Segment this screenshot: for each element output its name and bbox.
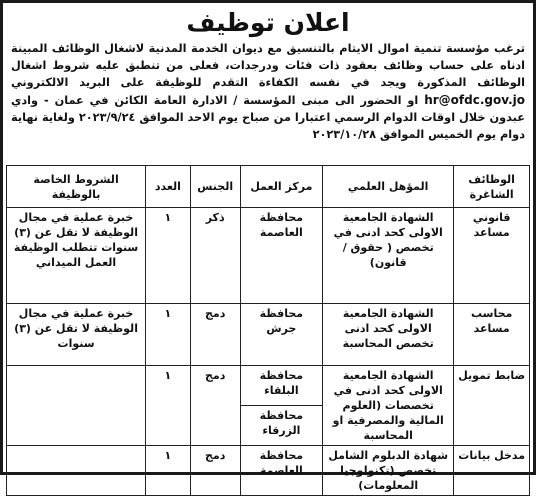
header-count: العدد [146, 166, 191, 208]
cell-count: ١ [146, 446, 191, 496]
cell-count: ١ [146, 366, 191, 446]
cell-qualification: الشهادة الجامعية الاولى كحد ادنى تخصص المحاسبة [323, 304, 454, 366]
cell-job: مدخل بيانات [454, 446, 530, 496]
cell-conditions [7, 366, 146, 446]
cell-conditions [7, 446, 146, 496]
header-gender: الجنس [190, 166, 240, 208]
table-row [7, 446, 530, 496]
header-conditions: الشروط الخاصة بالوظيفة [7, 166, 146, 208]
table-row [7, 208, 530, 304]
cell-location: محافظة جرش [240, 304, 322, 366]
intro-text-1: ترغب مؤسسة تنمية اموال الايتام بالتنسيق مع ديوان الخدمة المدنية لاشغال الوظائف المبينة ادناه على حساب وظائف بعقود ذات فئات ودرجدات، فعلى من تنطبق عليه شروط اشغال الوظائف المذكورة ويجد في نفسه الكفاءة التقدم للوظيفة على البريد الالكتروني [11, 42, 525, 90]
announcement-intro [3, 40, 533, 166]
cell-location: محافظة البلقاء [240, 366, 322, 406]
cell-count: ١ [146, 304, 191, 366]
cell-gender: دمج [190, 446, 240, 496]
cell-gender: دمج [190, 366, 240, 446]
cell-job: محاسب مساعد [454, 304, 530, 366]
cell-qualification: الشهادة الجامعية الاولى كحد ادنى في تخصص ( حقوق / قانون) [323, 208, 454, 304]
cell-location: محافظة العاصمة [240, 446, 322, 496]
cell-conditions: خبرة عملية في مجال الوظيفة لا تقل عن (٣) سنوات [7, 304, 146, 366]
announcement-title: اعلان توظيف [186, 8, 350, 37]
header-qualification: المؤهل العلمي [323, 166, 454, 208]
cell-gender: ذكر [190, 208, 240, 304]
cell-conditions: خبرة عملية في مجال الوظيفة لا تقل عن (٣) سنوات تتطلب الوظيفة العمل الميداني [7, 208, 146, 304]
cell-gender: دمج [190, 304, 240, 366]
table-header-row [7, 166, 530, 208]
cell-qualification: الشهادة الجامعية الاولى كحد ادنى في تخصصات (العلوم المالية والمصرفية او المحاسبة [323, 366, 454, 446]
application-email: hr@ofdc.gov.jo [424, 92, 525, 107]
header-job: الوظائف الشاغرة [454, 166, 530, 208]
cell-location: محافظة العاصمة [240, 208, 322, 304]
table-row [7, 304, 530, 366]
cell-qualification: شهادة الدبلوم الشامل تخصص (تكنولوجيا المعلومات) [323, 446, 454, 496]
cell-job: ضابط تمويل [454, 366, 530, 446]
vacancies-table [6, 165, 530, 496]
table-row [7, 366, 530, 406]
cell-job: قانوني مساعد [454, 208, 530, 304]
cell-count: ١ [146, 208, 191, 304]
intro-text-2: او الحضور الى مبنى المؤسسة / الادارة العامة الكائن في عمان - وادي عبدون خلال اوقات الدوام الرسمي اعتبارا من صباح يوم الاحد الموافق ٢٠٢٣/٩/٢٤ ولغاية نهاية دوام يوم الخميس الموافق ٢٠٢٣/١٠/٢٨ [11, 93, 525, 142]
cell-location-2: محافظة الزرقاء [240, 406, 322, 446]
header-location: مركز العمل [240, 166, 322, 208]
